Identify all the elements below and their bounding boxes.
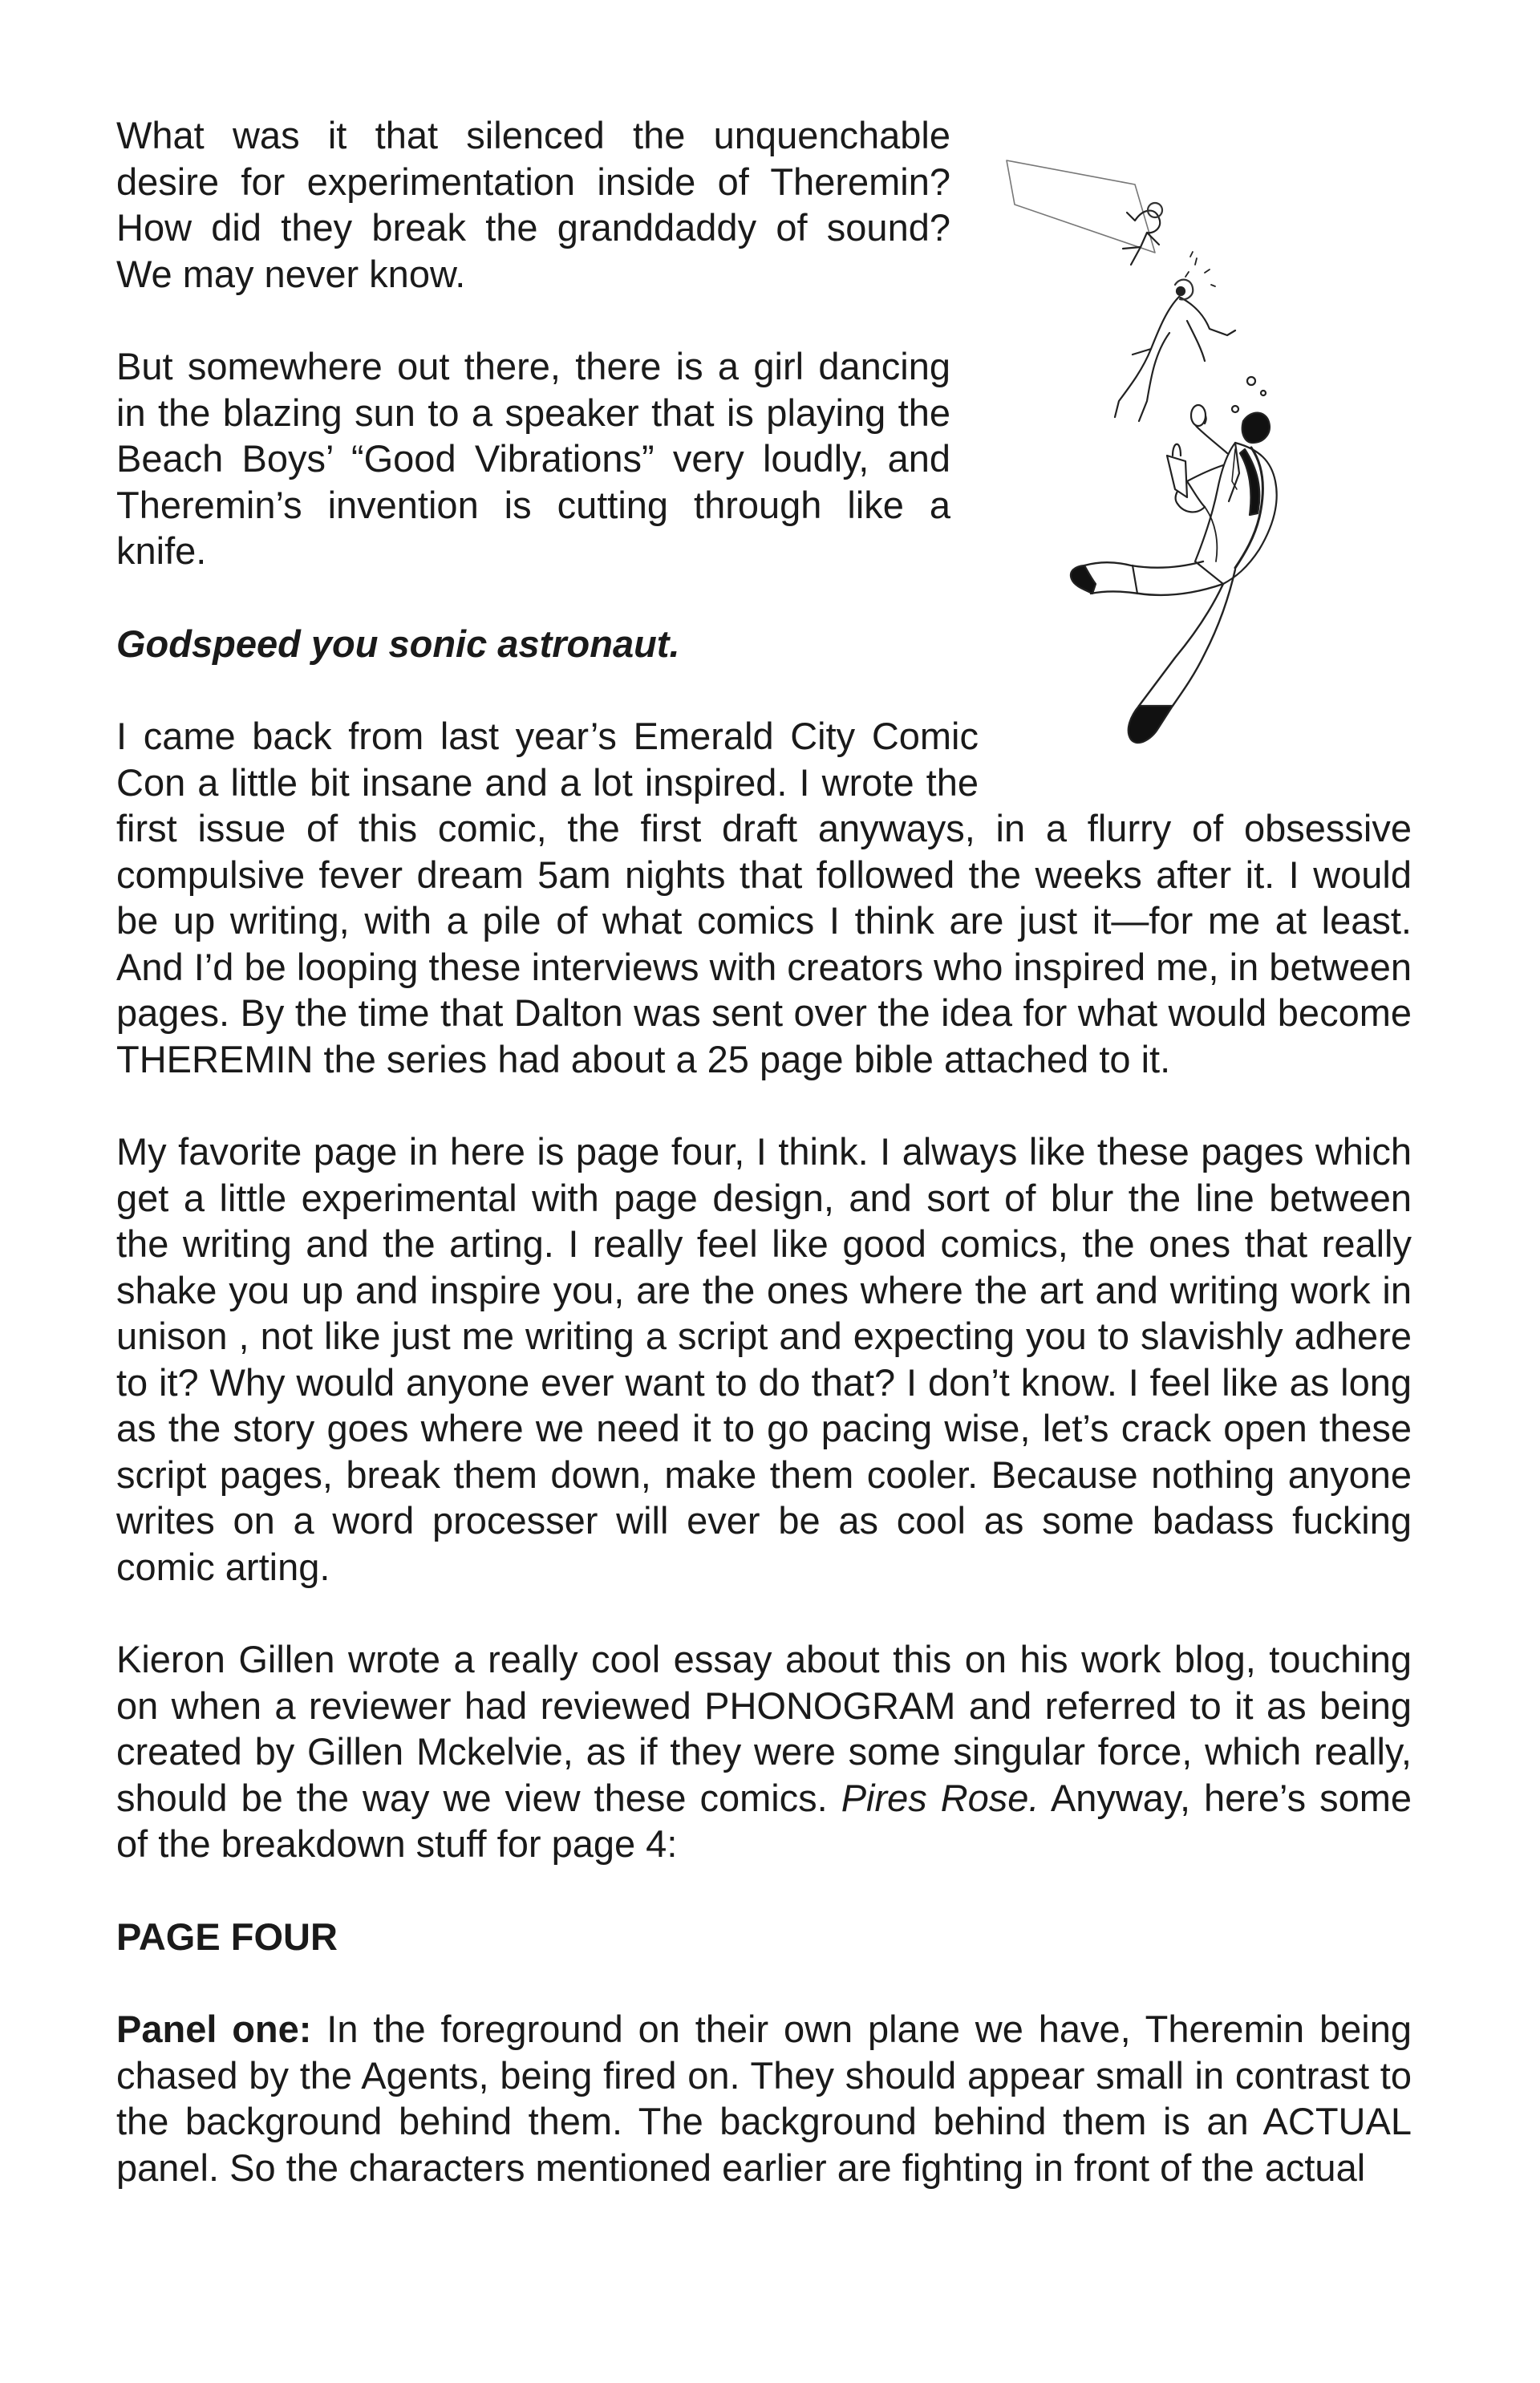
- section-heading: PAGE FOUR: [116, 1915, 338, 1958]
- paragraph-6-italic: Pires Rose.: [841, 1776, 1040, 1819]
- paragraph-5: My favorite page in here is page four, I think. I always like these pages which get a little experimental with page design, and sort of blur the line between the writing and the arting. I really feel like good comics, the ones that really shake you up and inspire you, are the ones where the art and writing work in unison , not like just me writing a script and expecting you to slavishly adhere to it? Why would anyone ever want to do that? I don’t know. I feel like as long as the story goes where we need it to go pacing wise, let’s crack open these script pages, break them down, make them cooler. Because nothing anyone writes on a word processer will ever be as cool as some badass fucking comic arting.: [116, 1130, 1412, 1588]
- theremin-illustration: [995, 144, 1444, 786]
- small-figure: [1123, 211, 1160, 265]
- spark-particles: [1177, 252, 1215, 292]
- paragraph-6-text-b: Anyway, here’s some of the breakdown stuff for page 4:: [116, 1776, 1412, 1865]
- suited-figure: [1071, 405, 1277, 743]
- paragraph-6-text-a: Kieron Gillen wrote a really cool essay about this on his work blog, touching on when a reviewer had reviewed PHONOGRAM and referred to it as being created by Gillen Mckelvie, as if they were some singular force, which really, should be the way we view these comics.: [116, 1638, 1412, 1819]
- paragraph-1: What was it that silenced the unquenchable desire for experimentation inside of Theremin? How did they break the granddaddy of sound? We may never know.: [116, 114, 950, 295]
- paper-sheet-shape: [1007, 160, 1155, 253]
- bubble: [1247, 377, 1255, 385]
- panel-one-label: Panel one:: [116, 2008, 312, 2050]
- middle-figure: [1115, 297, 1235, 421]
- paragraph-4: I came back from last year’s Emerald City Comic Con a little bit insane and a lot inspired. I wrote the first issue of this comic, the first draft anyways, in a flurry of obsessive compulsive fever dream 5am nights that followed the weeks after it. I would be up writing, with a pile of what comics I think are just it—for me at least. And I’d be looping these interviews with creators who inspired me, in between pages. By the time that Dalton was sent over the idea for what would become THEREMIN the series had about a 25 page bible attached to it.: [116, 715, 1412, 1080]
- paragraph-6: [116, 1636, 1412, 1867]
- paragraph-2: But somewhere out there, there is a girl dancing in the blazing sun to a speaker that is playing the Beach Boys’ “Good Vibrations” very loudly, and Theremin’s invention is cutting through like a knife.: [116, 345, 950, 572]
- paragraph-panel-one: [116, 2006, 1412, 2190]
- paragraph-3-godspeed: Godspeed you sonic astronaut.: [116, 622, 680, 665]
- panel-one-text: In the foreground on their own plane we have, Theremin being chased by the Agents, being fired on. They should appear small in contrast to the background behind them. The background behind them is an ACTUAL panel. So the characters mentioned earlier are fighting in front of the actual: [116, 2008, 1412, 2189]
